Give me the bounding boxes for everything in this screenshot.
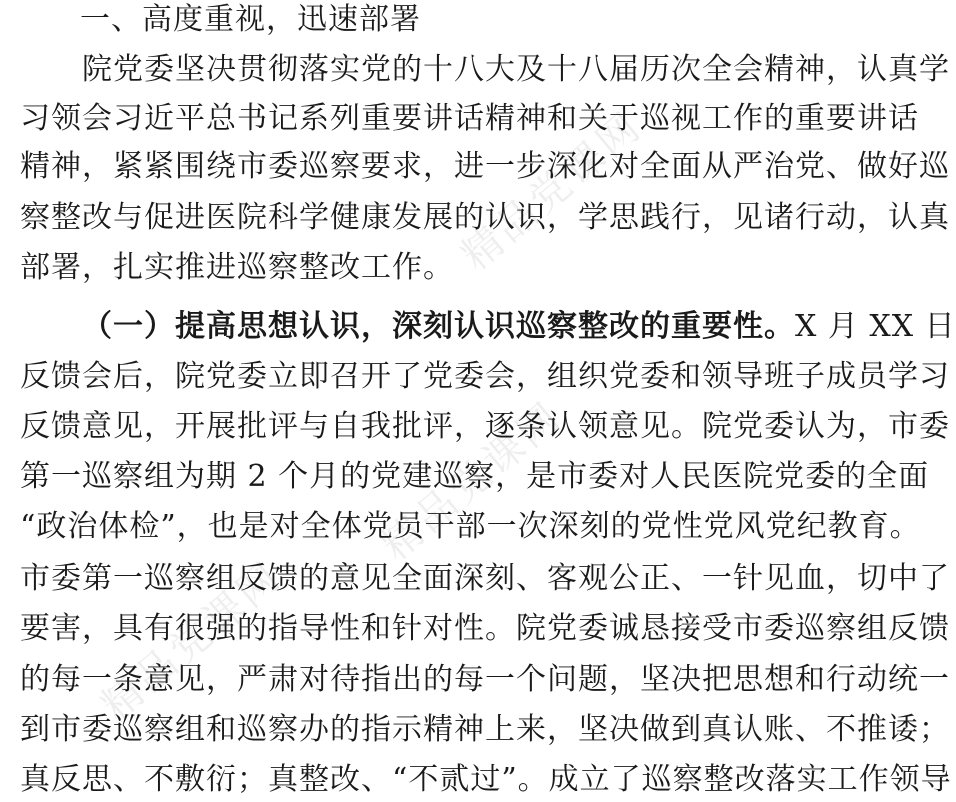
paragraph-line: 真反思、不敷衍；真整改、“不贰过”。成立了巡察整改落实工作领导	[20, 762, 952, 797]
paragraph-line: 第一巡察组为期 2 个月的党建巡察，是市委对人民医院党委的全面	[20, 459, 930, 494]
paragraph-line: 反馈会后，院党委立即召开了党委会，组织党委和领导班子成员学习	[20, 359, 950, 394]
watermark: 精品党课网	[453, 102, 652, 280]
subsection-heading: （一）提高思想认识，深刻认识巡察整改的重要性。	[82, 309, 795, 344]
paragraph-line	[82, 305, 956, 349]
watermark: 精品党课网	[373, 392, 572, 570]
paragraph-line: 精神，紧紧围绕市委巡察要求，进一步深化对全面从严治党、做好巡	[20, 149, 950, 184]
paragraph-line: 部署，扎实推进巡察整改工作。	[20, 250, 454, 285]
paragraph-line: 反馈意见，开展批评与自我批评，逐条认领意见。院党委认为，市委	[20, 409, 950, 444]
paragraph-line: 习领会习近平总书记系列重要讲话精神和关于巡视工作的重要讲话	[20, 101, 919, 136]
paragraph-line: 察整改与促进医院科学健康发展的认识，学思践行，见诸行动，认真	[20, 200, 950, 235]
paragraph-line: 要害，具有很强的指导性和针对性。院党委诚恳接受市委巡察组反馈	[20, 611, 950, 646]
section-heading: 一、高度重视，迅速部署	[80, 2, 421, 37]
watermark: 精品党课网	[93, 552, 292, 730]
paragraph-line: “政治体检”，也是对全体党员干部一次深刻的党性党风党纪教育。	[20, 509, 921, 544]
paragraph-line: 到市委巡察组和巡察办的指示精神上来，坚决做到真认账、不推诿；	[20, 712, 950, 747]
paragraph-line: 的每一条意见，严肃对待指出的每一个问题，坚决把思想和行动统一	[20, 662, 950, 697]
paragraph-line: 院党委坚决贯彻落实党的十八大及十八届历次全会精神，认真学	[82, 52, 950, 87]
paragraph-line: 市委第一巡察组反馈的意见全面深刻、客观公正、一针见血，切中了	[20, 561, 950, 596]
paragraph-text: X 月 XX 日	[795, 309, 956, 344]
